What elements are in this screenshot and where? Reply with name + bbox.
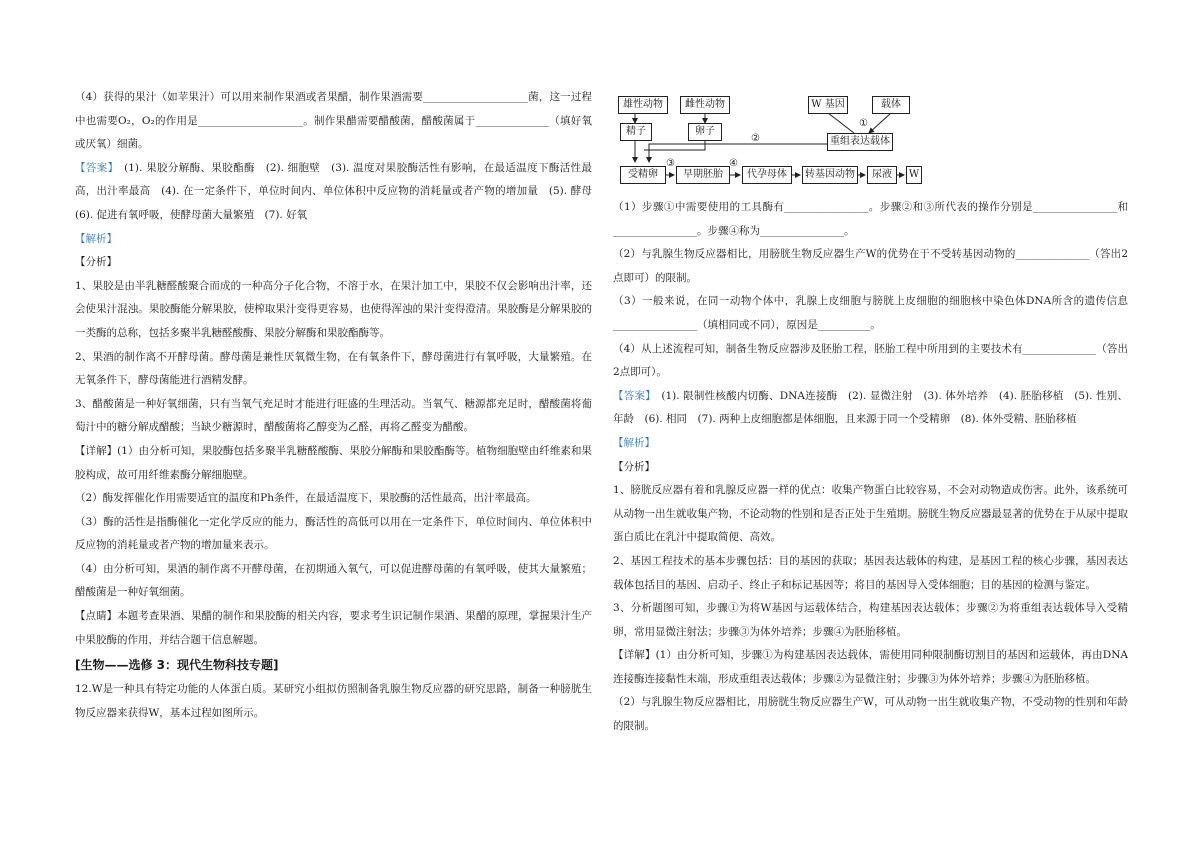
answer-paragraph-2 (613, 385, 1128, 432)
right-column (613, 196, 1128, 739)
answer-label-2: 【答案】 (613, 389, 651, 402)
answer-text-2: (1). 限制性核酸内切酶、DNA连接酶 (2). 显微注射 (3). 体外培养 (4). 胚胎移植 (5). 性别、年龄 (6). 相同 (7). 两种上皮细胞都是体细胞，且来源于同一个受精卵 (8). 体外受精、胚胎移植 (613, 389, 1129, 426)
detail-1: 【详解】(1）由分析可知，果胶酶包括多聚半乳糖醛酸酶、果胶分解酶和果胶酯酶等。植物细胞壁由纤维素和果胶构成，故可用纤维素酶分解细胞壁。 (75, 444, 592, 481)
sperm-box: 精子 (620, 123, 652, 141)
vector-box: 载体 (872, 96, 910, 114)
answer-label: 【答案】 (75, 161, 114, 174)
sub-question-3: （3）一般来说，在同一动物个体中，乳腺上皮细胞与膀胱上皮细胞的细胞核中染色体DNA所含的遗传信息________________（填相同或不同），原因是__________。 (613, 295, 1128, 331)
analysis-point-r1: 1、膀胱反应器有着和乳腺反应器一样的优点：收集产物蛋白比较容易，不会对动物造成伤害。此外，该系统可从动物一出生就收集产物，不论动物的性别和是否正处于生殖期。膀胱生物反应器最显著的优势在于从尿中提取蛋白质比在乳汁中提取简便、高效。 (613, 484, 1128, 544)
step-4-label: ④ (729, 158, 738, 169)
egg-box: 卵子 (688, 123, 722, 141)
w-product-box: W (906, 166, 922, 184)
analysis-label: 【解析】 (75, 232, 117, 245)
sub-question-1: （1）步骤①中需要使用的工具酶有________________。步骤②和③所代表的操作分别是________________和________________。步骤④称为________________。 (613, 201, 1128, 237)
step-3-label: ③ (666, 158, 675, 169)
recombinant-vector-box: 重组表达载体 (827, 133, 893, 151)
w-gene-box: W 基因 (808, 96, 848, 114)
answer-paragraph (75, 157, 603, 228)
urine-box: 尿液 (867, 166, 897, 184)
fertilized-egg-box: 受精卵 (620, 166, 666, 184)
detail-4: （4）由分析可知，果酒的制作离不开酵母菌，在初期通入氧气，可以促进酵母菌的有氧呼吸，使其大量繁殖；醋酸菌是一种好氧细菌。 (75, 562, 592, 599)
sub-question-2: （2）与乳腺生物反应器相比，用膀胱生物反应器生产W的优势在于不受转基因动物的______________（答出2点即可）的限制。 (613, 248, 1128, 284)
detail-2: （2）酶发挥催化作用需要适宜的温度和Ph条件，在最适温度下，果胶酶的活性最高，出汁率最高。 (75, 492, 537, 505)
answer-text: (1). 果胶分解酶、果胶酯酶 (2). 细胞壁 (3). 温度对果胶酶活性有影响，在最适温度下酶活性最高，出汁率最高 (4). 在一定条件下，单位时间内、单位体积中反应物的消耗量或者产物的增加量 (5). 酵母 (6). 促进有氧呼吸，使酵母菌大量繁殖 (7). 好氧 (75, 161, 603, 221)
fenxi-label: 【分析】 (75, 256, 117, 269)
transgenic-animal-box: 转基因动物 (802, 166, 858, 184)
step-2-label: ② (751, 133, 760, 144)
key-point: 【点睛】本题考查果酒、果醋的制作和果胶酶的相关内容，要求考生识记制作果酒、果醋的原理，掌握果汁生产中果胶酶的作用，并结合题干信息解题。 (75, 610, 592, 646)
analysis-label-2: 【解析】 (613, 436, 655, 449)
analysis-point-r2: 2、基因工程技术的基本步骤包括：目的基因的获取；基因表达载体的构建，是基因工程的核心步骤，基因表达载体包括目的基因、启动子、终止子和标记基因等；将目的基因导入受体细胞；目的基因的检测与鉴定。 (613, 554, 1128, 591)
surrogate-mother-box: 代孕母体 (742, 166, 792, 184)
section-heading: [生物——选修 3：现代生物科技专题] (75, 658, 279, 673)
process-diagram (614, 92, 924, 188)
sub-question-4: （4）从上述流程可知，制备生物反应器涉及胚胎工程，胚胎工程中所用到的主要技术有______________（答出2点即可）。 (613, 342, 1128, 379)
step-1-label: ① (859, 118, 868, 129)
early-embryo-box: 早期胚胎 (676, 166, 730, 184)
fenxi-label-2: 【分析】 (613, 460, 655, 473)
female-animal-box: 雌性动物 (680, 96, 730, 114)
question-4: （4）获得的果汁（如苹果汁）可以用来制作果酒或者果醋，制作果酒需要____________________菌，这一过程中也需要O₂，O₂的作用是____________________。制作果醋需要醋酸菌，醋酸菌属于______________（填好氧或厌氧）细菌。 (75, 91, 592, 151)
male-animal-box: 雄性动物 (618, 96, 668, 114)
analysis-point-3: 3、醋酸菌是一种好氧细菌，只有当氧气充足时才能进行旺盛的生理活动。当氧气、糖源都充足时，醋酸菌将葡萄汁中的糖分解成醋酸；当缺少糖源时，醋酸菌将乙醇变为乙醛，再将乙醛变为醋酸。 (75, 397, 592, 434)
detail-r1: 【详解】(1）由分析可知，步骤①为构建基因表达载体，需使用同种限制酶切割目的基因和运载体，再由DNA连接酶连接黏性末端，形成重组表达载体；步骤②为显微注射；步骤③为体外培养；步骤④为胚胎移植。 (613, 649, 1128, 685)
detail-r2: （2）与乳腺生物反应器相比，用膀胱生物反应器生产W，可从动物一出生就收集产物，不受动物的性别和年龄的限制。 (613, 696, 1128, 733)
left-column (75, 86, 603, 725)
analysis-point-1: 1、果胶是由半乳糖醛酸聚合而成的一种高分子化合物，不溶于水，在果汁加工中，果胶不仅会影响出汁率，还会使果汁混浊。果胶酶能分解果胶，使榨取果汁变得更容易，也使得浑浊的果汁变得澄清。果胶酶是分解果胶的一类酶的总称，包括多聚半乳糖醛酸酶、果胶分解酶和果胶酯酶等。 (75, 279, 592, 339)
analysis-point-r3: 3、分析题图可知，步骤①为将W基因与运载体结合，构建基因表达载体；步骤②为将重组表达载体导入受精卵，常用显微注射法；步骤③为体外培养；步骤④为胚胎移植。 (613, 602, 1128, 638)
analysis-point-2: 2、果酒的制作离不开酵母菌。酵母菌是兼性厌氧微生物，在有氧条件下，酵母菌进行有氧呼吸，大量繁殖。在无氧条件下，酵母菌能进行酒精发酵。 (75, 350, 592, 387)
question-12: 12.W是一种具有特定功能的人体蛋白质。某研究小组拟仿照制备乳腺生物反应器的研究思路，制备一种膀胱生物反应器来获得W，基本过程如图所示。 (75, 683, 592, 719)
detail-3: （3）酶的活性是指酶催化一定化学反应的能力，酶活性的高低可以用在一定条件下，单位时间内、单位体积中反应物的消耗量或者产物的增加量来表示。 (75, 515, 592, 552)
